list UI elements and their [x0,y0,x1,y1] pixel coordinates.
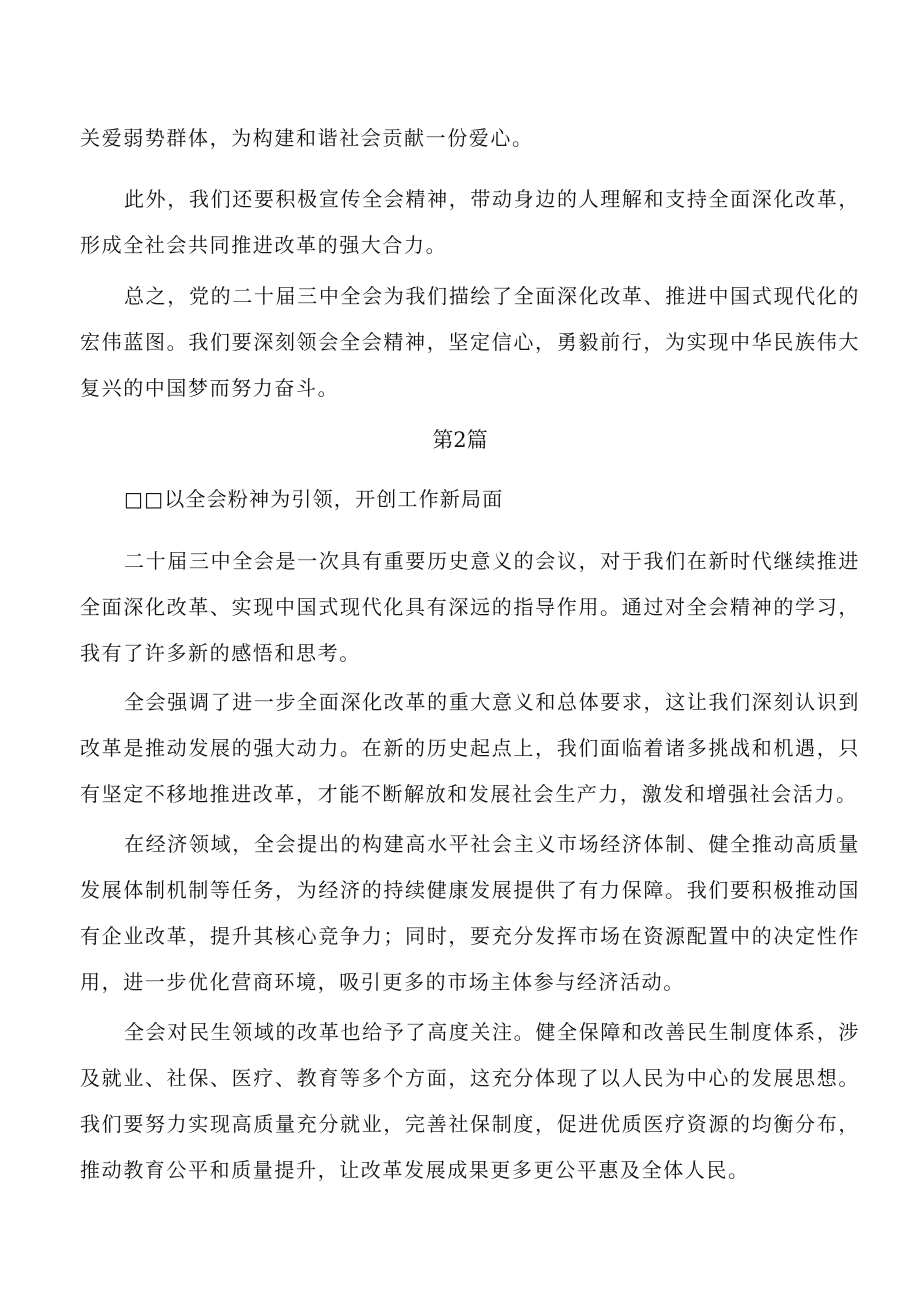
paragraph-reform-significance: 全会强调了进一步全面深化改革的重大意义和总体要求，这让我们深刻认识到改革是推动发展的强大动力。在新的历史起点上，我们面临着诸多挑战和机遇，只有坚定不移地推进改革，才能不断解放和发展社会生产力，激发和增强社会活力。 [80,690,860,806]
paragraph-intro: 二十届三中全会是一次具有重要历史意义的会议，对于我们在新时代继续推进全面深化改革、实现中国式现代化具有深远的指导作用。通过对全会精神的学习，我有了许多新的感悟和思考。 [80,549,860,665]
paragraph-conclusion: 总之，党的二十届三中全会为我们描绘了全面深化改革、推进中国式现代化的宏伟蓝图。我们要深刻领会全会精神，坚定信心，勇毅前行，为实现中华民族伟大复兴的中国梦而努力奋斗。 [80,284,860,400]
paragraph-promote-spirit: 此外，我们还要积极宣传全会精神，带动身边的人理解和支持全面深化改革，形成全社会共同推进改革的强大合力。 [80,187,860,257]
paragraph-economy: 在经济领域，全会提出的构建高水平社会主义市场经济体制、健全推动高质量发展体制机制等任务，为经济的持续健康发展提供了有力保障。我们要积极推动国有企业改革，提升其核心竞争力；同时，要充分发挥市场在资源配置中的决定性作用，进一步优化营商环境，吸引更多的市场主体参与经济活动。 [80,832,860,994]
paragraph-continuation: 关爱弱势群体，为构建和谐社会贡献一份爱心。 [80,126,534,150]
paragraph-livelihood: 全会对民生领域的改革也给予了高度关注。健全保障和改善民生制度体系，涉及就业、社保、医疗、教育等多个方面，这充分体现了以人民为中心的发展思想。我们要努力实现高质量充分就业，完善社保制度，促进优质医疗资源的均衡分布，推动教育公平和质量提升，让改革发展成果更多更公平惠及全体人民。 [80,1020,860,1182]
section-subtitle: □□以全会粉神为引领，开创工作新局面 [124,487,504,511]
section-heading: 第2篇 [432,428,488,452]
